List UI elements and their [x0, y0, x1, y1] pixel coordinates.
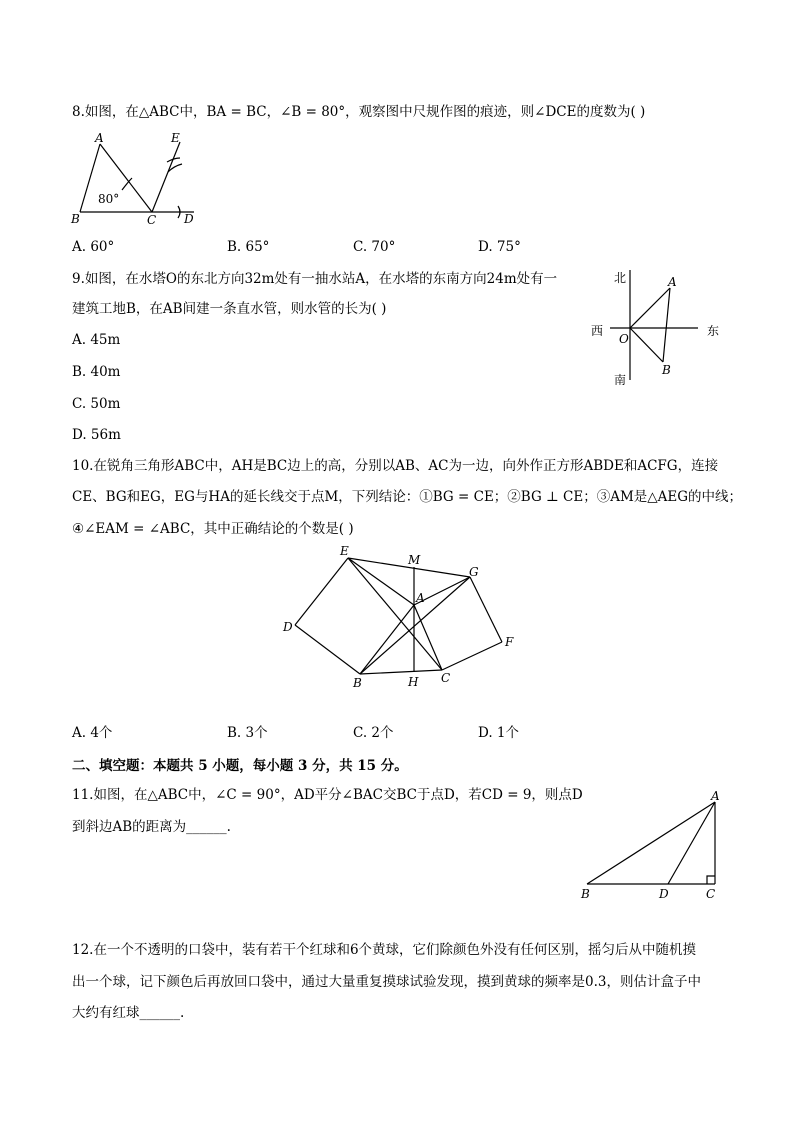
q8-arc-3: [167, 158, 180, 162]
q9-label-a: A: [668, 275, 677, 289]
q9-label-b: B: [662, 363, 671, 377]
q11-label-b: B: [581, 887, 590, 901]
q10-label-h: H: [408, 675, 419, 689]
q10-label-e: E: [340, 544, 349, 558]
q10-option-d: D. 1个: [478, 725, 520, 741]
q9-label-south: 南: [614, 373, 627, 387]
q9-label-west: 西: [591, 324, 604, 338]
q9-option-c: C. 50m: [72, 396, 121, 412]
q9-label-north: 北: [614, 271, 627, 285]
q10-line-1: 10.在锐角三角形ABC中，AH是BC边上的高，分别以AB、AC为一边，向外作正方形ABDE和ACFG，连接: [72, 458, 719, 474]
q10-option-b: B. 3个: [227, 725, 268, 741]
q9-line-1: 9.如图，在水塔O的东北方向32m处有一抽水站A，在水塔的东南方向24m处有一: [72, 271, 558, 287]
q10-line-3: ④∠EAM = ∠ABC，其中正确结论的个数是( ): [72, 521, 354, 537]
q8-option-a: A. 60°: [72, 239, 115, 255]
q10-line-2: CE、BG和EG，EG与HA的延长线交于点M，下列结论：①BG = CE；②BG ⊥ CE；③AM是△AEG的中线；: [72, 489, 743, 505]
q9-line-2: 建筑工地B，在AB间建一条直水管，则水管的长为( ): [72, 301, 387, 317]
q11-label-a: A: [711, 789, 720, 803]
q9-option-b: B. 40m: [72, 364, 121, 380]
q10-label-d: D: [283, 620, 293, 634]
q8-line-ba: [80, 144, 100, 212]
q10-line-bd: [295, 625, 360, 674]
q12-line-1: 12.在一个不透明的口袋中，装有若干个红球和6个黄球，它们除颜色外没有任何区别，摇匀后从中随机摸: [72, 942, 697, 958]
q9-label-east: 东: [707, 324, 720, 338]
q8-option-b: B. 65°: [227, 239, 270, 255]
q11-line-2: 到斜边AB的距离为______.: [72, 819, 231, 835]
q12-line-2: 出一个球，记下颜色后再放回口袋中，通过大量重复摸球试验发现，摸到黄球的频率是0.3，则估计盒子中: [72, 974, 701, 990]
q10-label-g: G: [469, 565, 479, 579]
q11-right-angle-mark: [707, 876, 715, 884]
q10-line-fc: [442, 642, 502, 670]
q9-line-ab: [663, 288, 670, 362]
q10-line-bc: [360, 670, 442, 674]
q9-line-ob: [630, 328, 663, 362]
q8-label-b: B: [71, 212, 80, 226]
q10-label-b: B: [353, 676, 362, 690]
q10-option-a: A. 4个: [72, 725, 113, 741]
q11-figure: [575, 786, 735, 904]
q8-label-d: D: [184, 212, 194, 226]
q10-label-f: F: [505, 635, 514, 649]
q11-label-c: C: [706, 887, 716, 901]
q8-line-ce: [152, 142, 180, 212]
q11-label-d: D: [659, 887, 669, 901]
q10-line-gf: [470, 577, 502, 642]
q11-line-ab: [587, 802, 715, 884]
q10-label-m: M: [408, 553, 421, 567]
q9-option-d: D. 56m: [72, 427, 121, 443]
q8-stem: 8.如图，在△ABC中，BA = BC，∠B = 80°，观察图中尺规作图的痕迹，则∠DCE的度数为( ): [72, 104, 646, 120]
q10-label-c: C: [441, 671, 451, 685]
q8-option-c: C. 70°: [353, 239, 396, 255]
q8-label-e: E: [171, 131, 180, 145]
q8-label-c: C: [147, 213, 157, 227]
q8-figure: [70, 130, 210, 230]
q11-line-ad: [668, 802, 715, 884]
section-2-heading: 二、填空题：本题共 5 小题，每小题 3 分，共 15 分。: [72, 758, 408, 774]
q11-line-1: 11.如图，在△ABC中，∠C = 90°，AD平分∠BAC交BC于点D，若CD = 9，则点D: [72, 787, 583, 803]
q8-label-a: A: [95, 131, 104, 145]
q10-line-ab: [360, 605, 414, 674]
q8-option-d: D. 75°: [478, 239, 521, 255]
q10-label-a: A: [416, 591, 425, 605]
q12-line-3: 大约有红球______.: [72, 1005, 185, 1021]
q8-label-angle: 80°: [98, 192, 120, 206]
q9-label-o: O: [619, 332, 629, 346]
q9-option-a: A. 45m: [72, 332, 121, 348]
q10-figure: [280, 545, 530, 695]
q9-figure: [588, 262, 728, 387]
q10-line-de: [295, 558, 348, 625]
q9-line-oa: [630, 288, 670, 328]
q10-option-c: C. 2个: [353, 725, 394, 741]
